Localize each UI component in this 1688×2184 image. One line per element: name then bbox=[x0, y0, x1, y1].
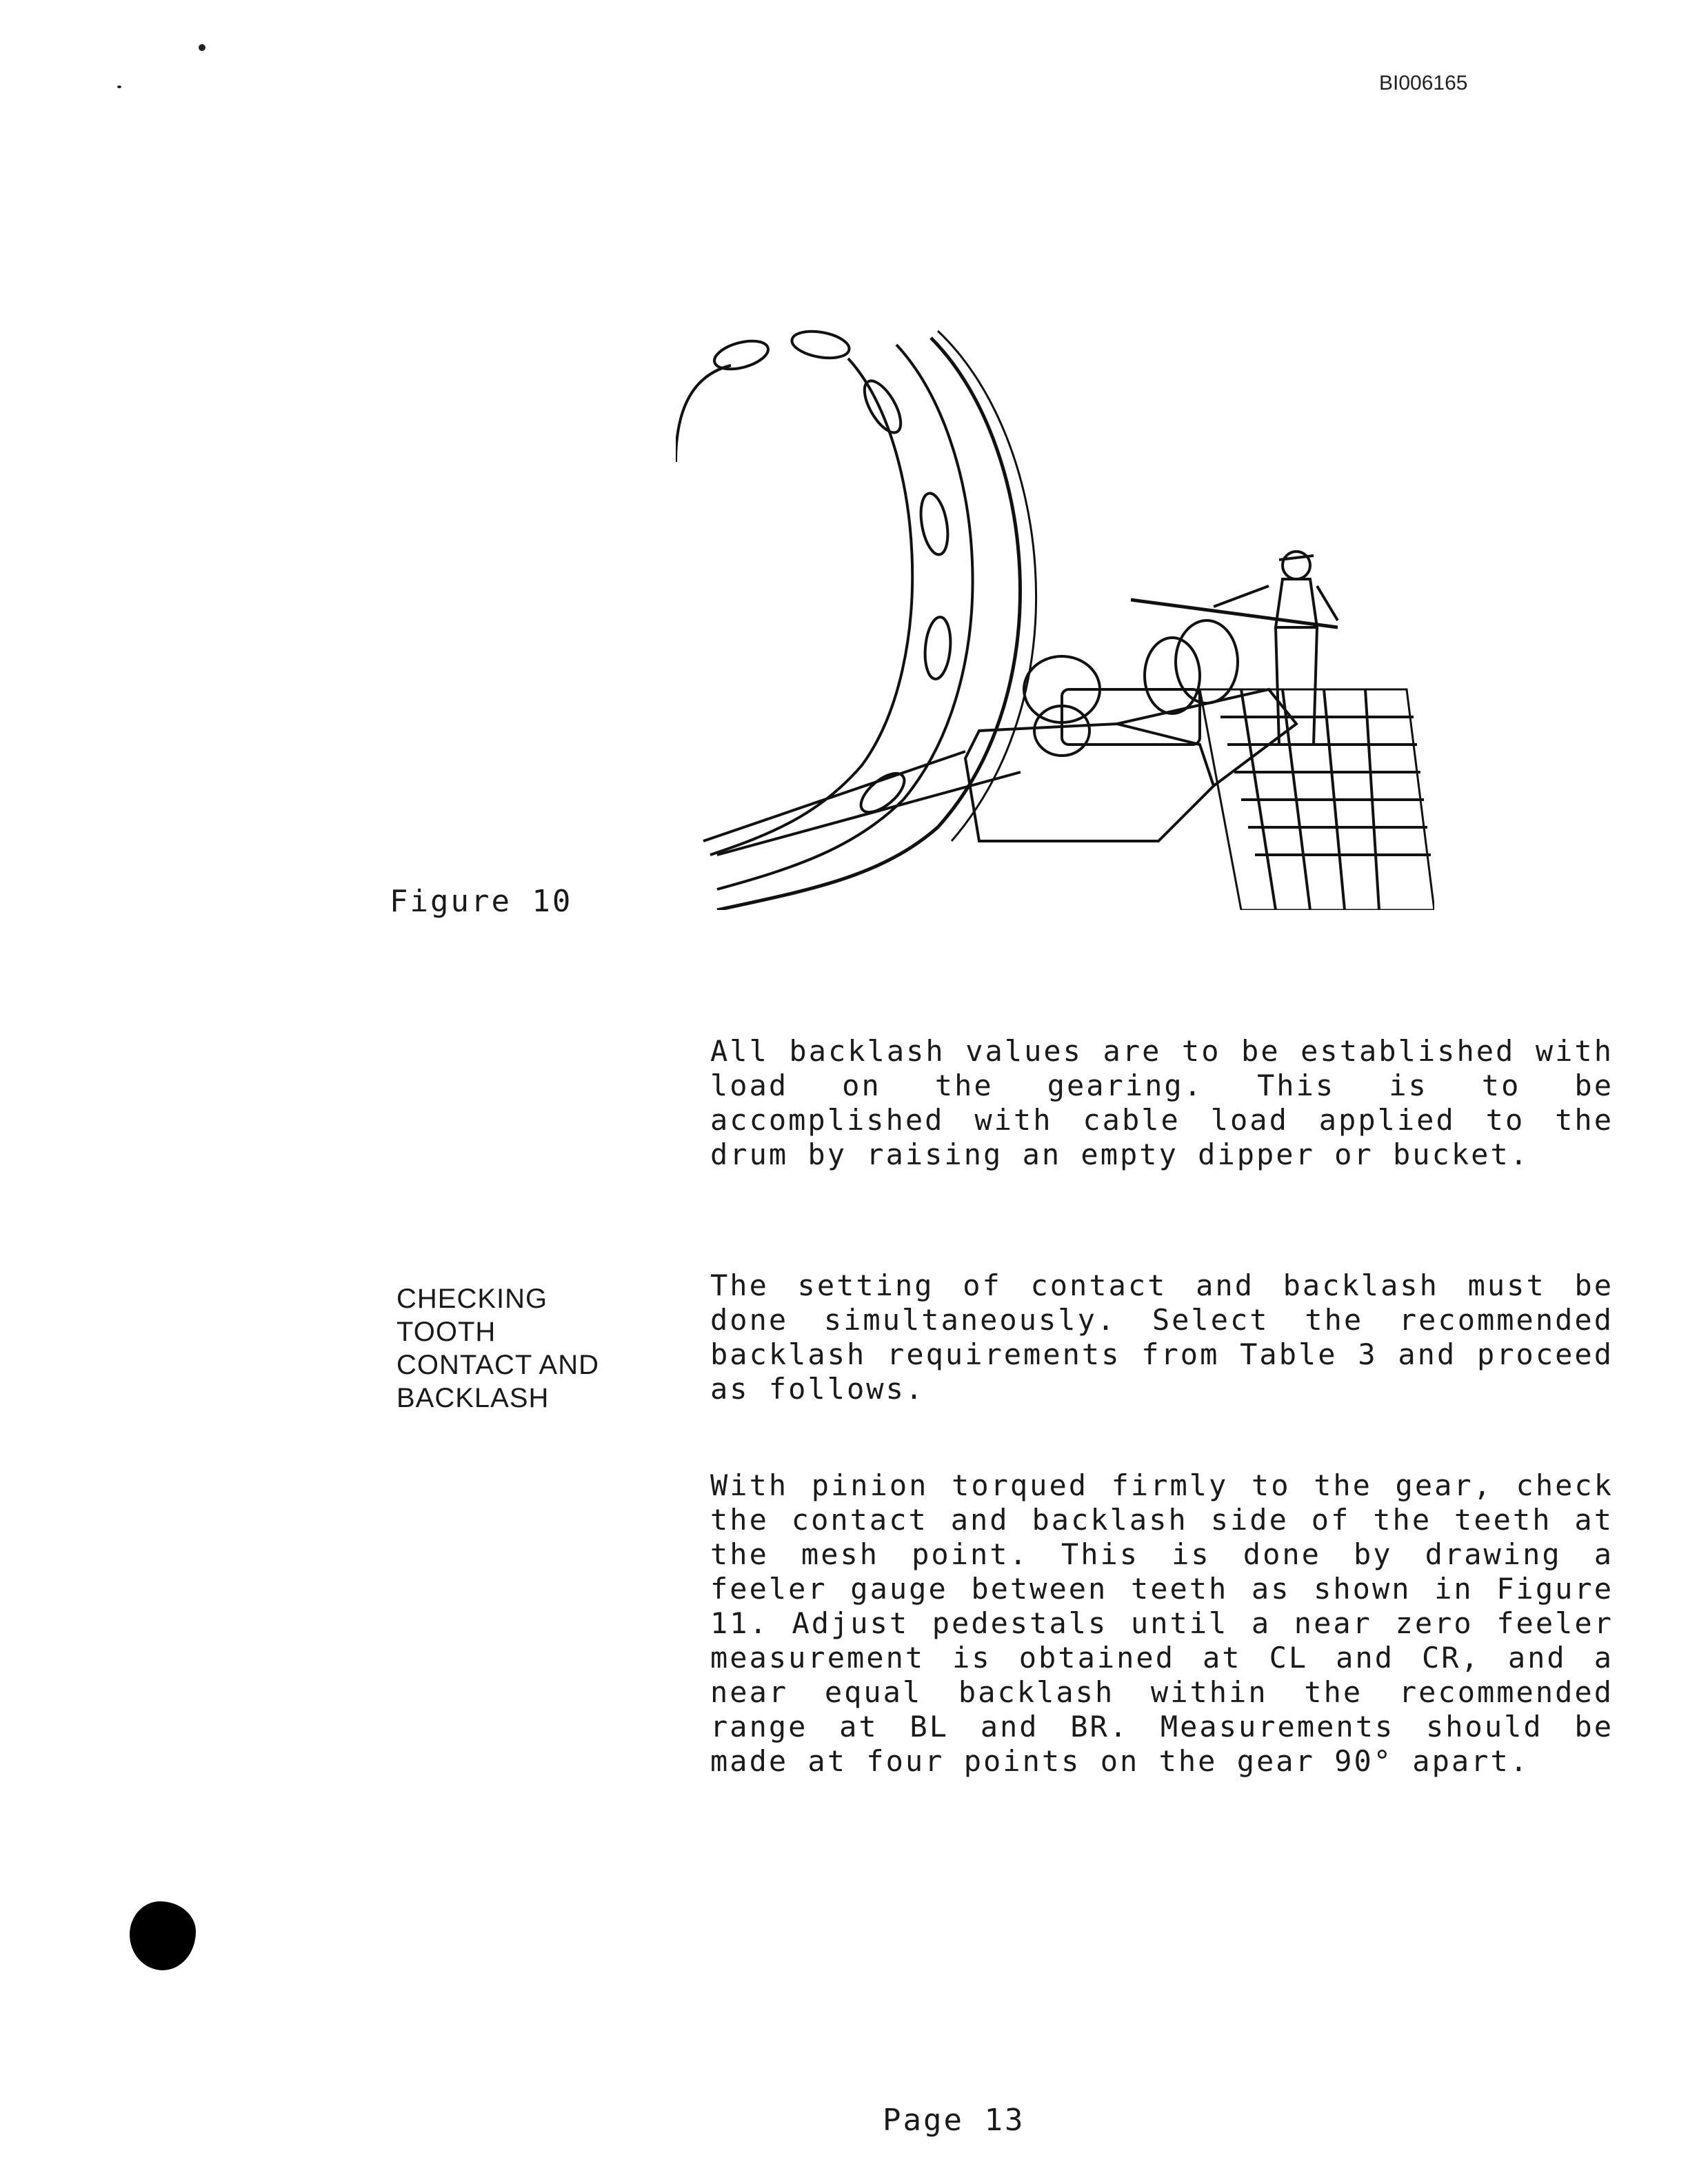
scan-speck bbox=[199, 44, 205, 51]
setting-intro-paragraph: The setting of contact and backlash must be done simultaneously. Select the recommended backlash requirements from Table 3 and proceed as follows. bbox=[710, 1268, 1614, 1406]
heading-line: BACKLASH bbox=[396, 1383, 550, 1413]
figure-caption: Figure 10 bbox=[390, 884, 573, 919]
section-heading bbox=[396, 1282, 631, 1415]
heading-line: CHECKING bbox=[396, 1284, 548, 1314]
gear-pinion-icon bbox=[676, 303, 1434, 910]
scan-speck bbox=[117, 85, 121, 88]
backlash-note-paragraph: All backlash values are to be established with load on the gearing. This is to be accomplished with cable load applied to the drum by raising an empty dipper or bucket. bbox=[710, 1034, 1614, 1171]
figure-illustration bbox=[676, 303, 1434, 910]
heading-line: CONTACT AND bbox=[396, 1350, 599, 1380]
page-number: Page 13 bbox=[883, 2103, 1025, 2138]
procedure-paragraph: With pinion torqued firmly to the gear, check the contact and backlash side of the teeth at the mesh point. This is done by drawing a feeler gauge between teeth as shown in Figure 11. Adjust pedestals until a near zero feeler measurement is obtained at CL and CR, and a near equal backlash within the recommended range at BL and BR. Measurements should be made at four points on the gear 90° apart. bbox=[710, 1468, 1614, 1778]
document-id: BI006165 bbox=[1379, 72, 1468, 94]
ink-blot bbox=[130, 1901, 196, 1970]
heading-line: TOOTH bbox=[396, 1317, 496, 1347]
